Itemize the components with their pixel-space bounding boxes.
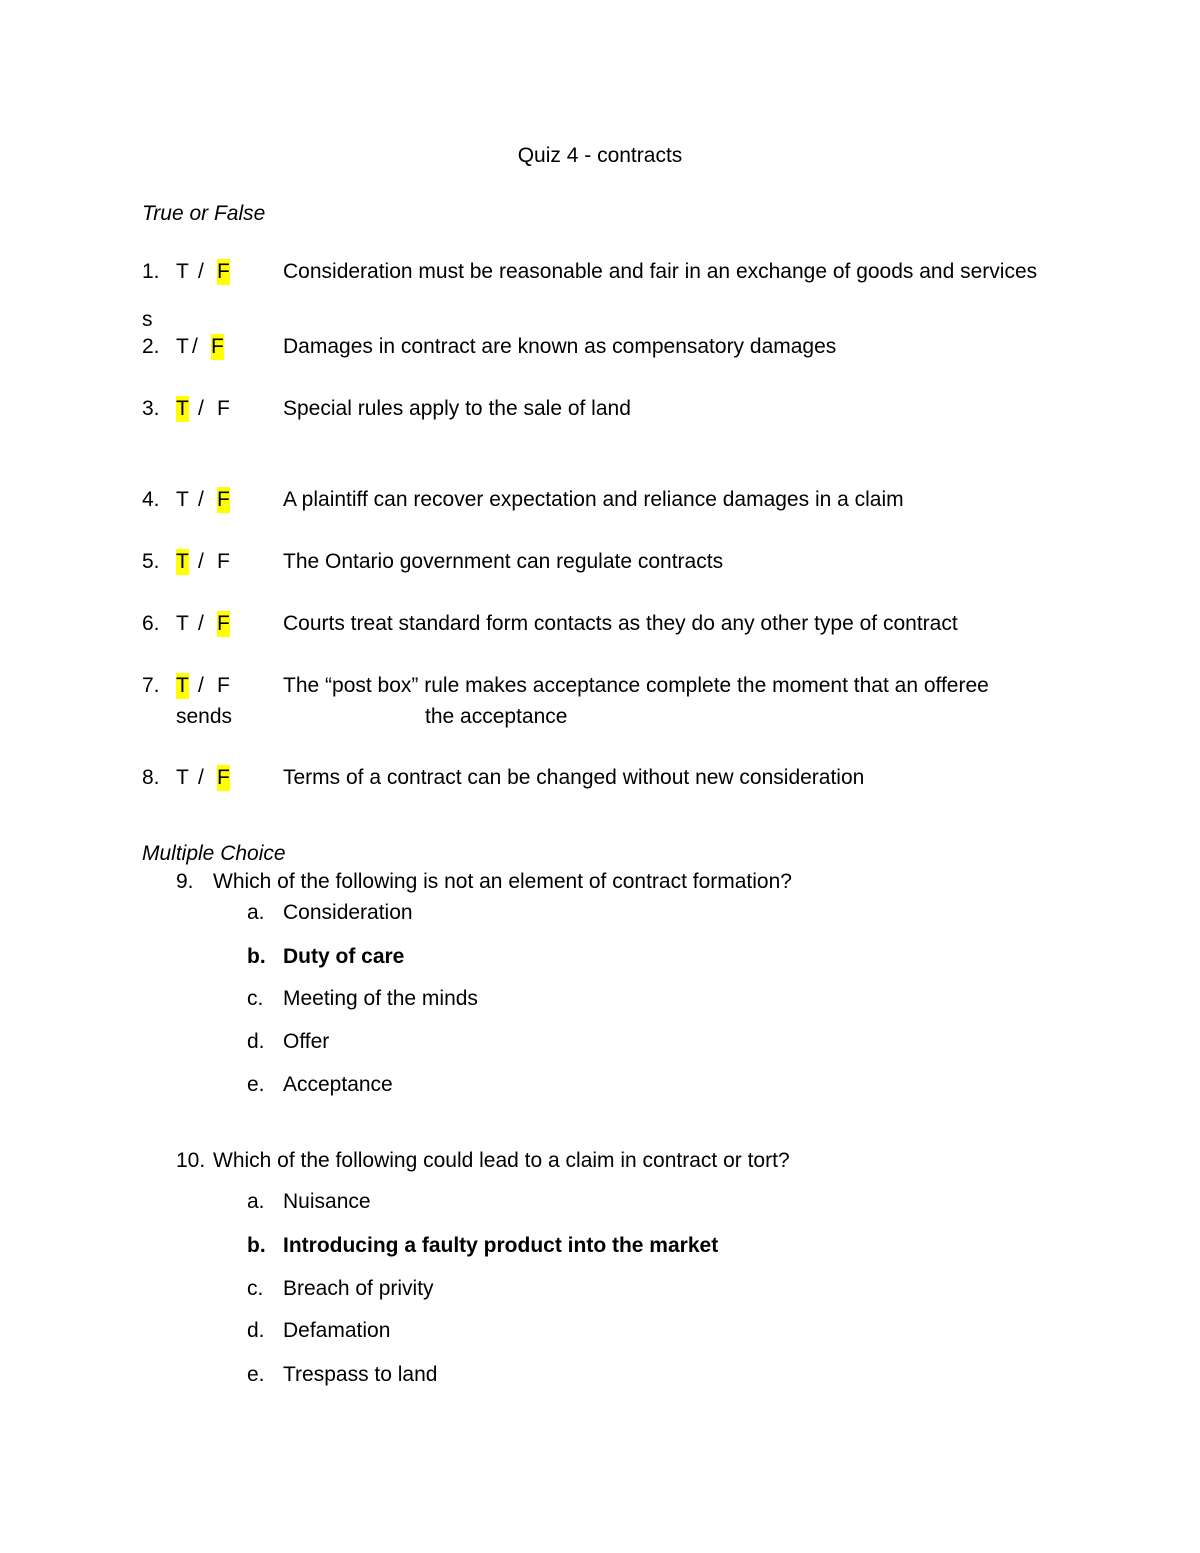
- false-option-selected[interactable]: F: [217, 612, 230, 635]
- true-option[interactable]: T: [176, 766, 189, 789]
- option-letter: c.: [247, 1277, 264, 1300]
- stray-character: s: [142, 308, 153, 331]
- answer-option[interactable]: Breach of privity: [283, 1277, 434, 1300]
- tf-statement: Courts treat standard form contacts as they do any other type of contract: [283, 612, 958, 635]
- statement-wrap-left: sends: [176, 705, 233, 728]
- tf-statement: Damages in contract are known as compensatory damages: [283, 335, 837, 358]
- option-letter: b.: [247, 945, 266, 968]
- false-option-selected[interactable]: F: [217, 488, 230, 511]
- false-option[interactable]: F: [217, 550, 230, 573]
- question-number: 10.: [176, 1149, 206, 1172]
- item-number: 6.: [142, 612, 160, 635]
- answer-option[interactable]: Meeting of the minds: [283, 987, 478, 1010]
- true-option[interactable]: T: [176, 488, 189, 511]
- answer-option[interactable]: Defamation: [283, 1319, 391, 1342]
- option-letter: c.: [247, 987, 264, 1010]
- option-separator: /: [198, 488, 204, 511]
- item-number: 3.: [142, 397, 160, 420]
- false-option-selected[interactable]: F: [211, 335, 224, 358]
- tf-statement: Terms of a contract can be changed without new consideration: [283, 766, 865, 789]
- item-number: 1.: [142, 260, 160, 283]
- tf-statement: The Ontario government can regulate contracts: [283, 550, 724, 573]
- answer-option[interactable]: Acceptance: [283, 1073, 393, 1096]
- false-option[interactable]: F: [217, 674, 230, 697]
- option-separator: /: [198, 612, 204, 635]
- answer-option[interactable]: Consideration: [283, 901, 413, 924]
- option-separator: /: [198, 260, 204, 283]
- item-number: 5.: [142, 550, 160, 573]
- item-number: 8.: [142, 766, 160, 789]
- answer-option[interactable]: Nuisance: [283, 1190, 371, 1213]
- answer-option-selected[interactable]: Introducing a faulty product into the market: [283, 1234, 719, 1257]
- false-option-selected[interactable]: F: [217, 766, 230, 789]
- option-letter: d.: [247, 1030, 265, 1053]
- true-option-selected[interactable]: T: [176, 550, 189, 573]
- option-letter: b.: [247, 1234, 266, 1257]
- question-text: Which of the following could lead to a claim in contract or tort?: [213, 1149, 790, 1172]
- answer-option[interactable]: Offer: [283, 1030, 330, 1053]
- false-option-selected[interactable]: F: [217, 260, 230, 283]
- item-number: 2.: [142, 335, 160, 358]
- option-letter: e.: [247, 1073, 265, 1096]
- option-letter: a.: [247, 901, 265, 924]
- true-option-selected[interactable]: T: [176, 674, 189, 697]
- question-number: 9.: [176, 870, 194, 893]
- question-text: Which of the following is not an element of contract formation?: [213, 870, 792, 893]
- statement-wrap-right: the acceptance: [425, 705, 568, 728]
- page-title: Quiz 4 - contracts: [517, 144, 683, 167]
- tf-statement: The “post box” rule makes acceptance complete the moment that an offeree: [283, 674, 989, 697]
- answer-option[interactable]: Trespass to land: [283, 1363, 438, 1386]
- option-separator: /: [192, 335, 198, 358]
- multiple-choice-heading: Multiple Choice: [142, 842, 286, 865]
- tf-statement: Special rules apply to the sale of land: [283, 397, 631, 420]
- option-letter: a.: [247, 1190, 265, 1213]
- false-option[interactable]: F: [217, 397, 230, 420]
- true-false-heading: True or False: [142, 202, 266, 225]
- tf-statement: Consideration must be reasonable and fair in an exchange of goods and services: [283, 260, 1038, 283]
- option-letter: e.: [247, 1363, 265, 1386]
- item-number: 7.: [142, 674, 160, 697]
- option-separator: /: [198, 674, 204, 697]
- true-option[interactable]: T: [176, 335, 189, 358]
- option-separator: /: [198, 766, 204, 789]
- item-number: 4.: [142, 488, 160, 511]
- answer-option-selected[interactable]: Duty of care: [283, 945, 405, 968]
- option-letter: d.: [247, 1319, 265, 1342]
- true-option[interactable]: T: [176, 260, 189, 283]
- tf-statement: A plaintiff can recover expectation and reliance damages in a claim: [283, 488, 904, 511]
- true-option[interactable]: T: [176, 612, 189, 635]
- option-separator: /: [198, 397, 204, 420]
- true-option-selected[interactable]: T: [176, 397, 189, 420]
- option-separator: /: [198, 550, 204, 573]
